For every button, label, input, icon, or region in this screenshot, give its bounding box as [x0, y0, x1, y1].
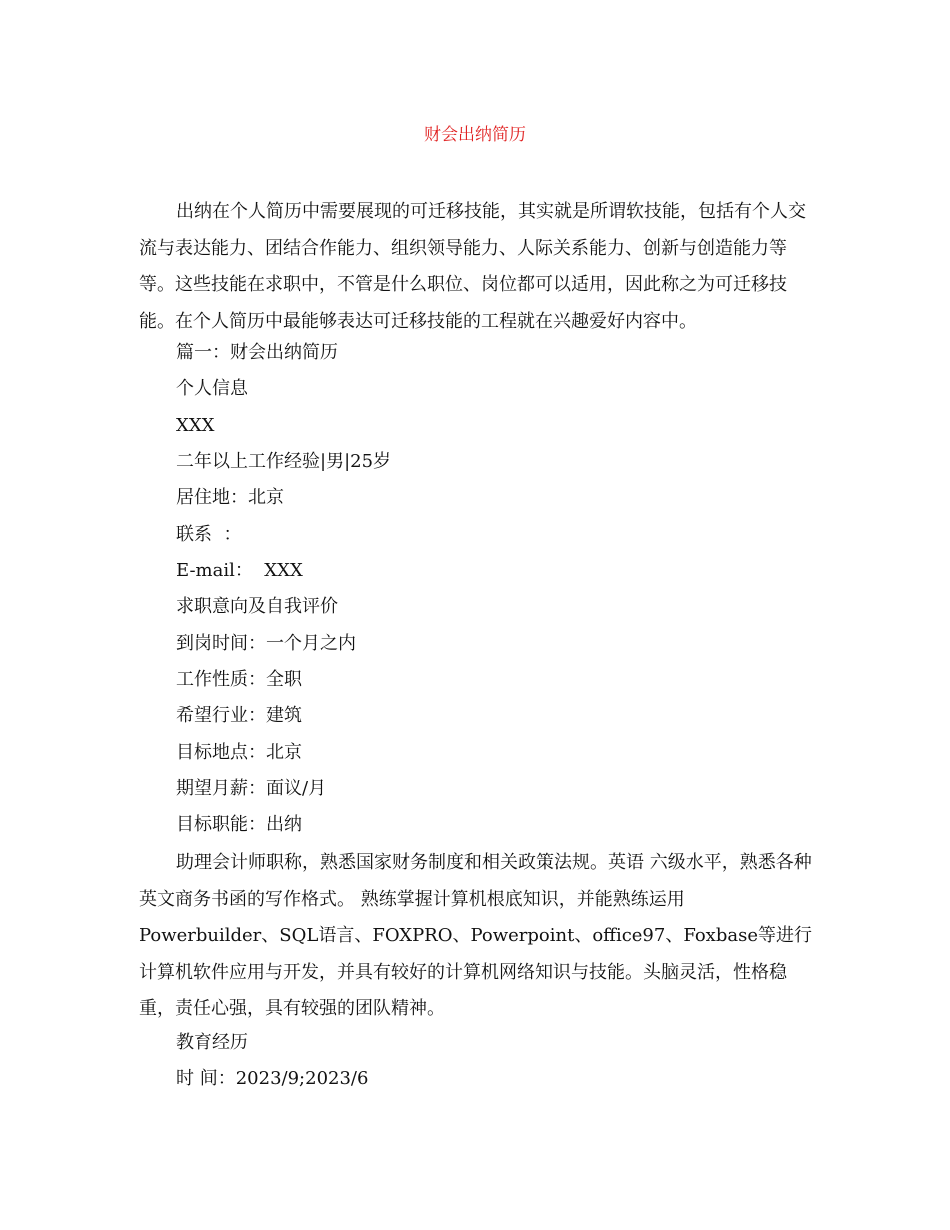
industry-line: 希望行业：建筑: [176, 705, 302, 726]
section-heading: 篇一：财会出纳简历: [176, 342, 338, 363]
education-time-line: 时 间：2023/9;2023/6: [176, 1068, 369, 1089]
work-type-line: 工作性质：全职: [176, 669, 302, 690]
intro-paragraph: 出纳在个人简历中需要展现的可迁移技能，其实就是所谓软技能，包括有个人交流与表达能力、团结合作能力、组织领导能力、人际关系能力、创新与创造能力等等。这些技能在求职中，不管是什么职位、岗位都可以适用，因此称之为可迁移技能。在个人简历中最能够表达可迁移技能的工程就在兴趣爱好内容中。: [139, 201, 806, 332]
expected-salary-line: 期望月薪：面议/月: [176, 778, 327, 799]
target-location-line: 目标地点：北京: [176, 742, 302, 763]
self-evaluation-paragraph: 助理会计师职称，熟悉国家财务制度和相关政策法规。英语 六级水平，熟悉各种英文商务书函的写作格式。 熟练掌握计算机根底知识，并能熟练运用Powerbuilder、SQL语言、FOXPRO、Powerpoint、office97、Foxbase等进行计算机软件应用与开发，并具有较好的计算机网络知识与技能。头脑灵活，性格稳重，责任心强，具有较强的团队精神。: [139, 852, 812, 1019]
arrival-time-line: 到岗时间：一个月之内: [176, 633, 356, 654]
education-heading: 教育经历: [176, 1032, 248, 1053]
contact-line: 联系 ：: [176, 524, 242, 545]
residence-line: 居住地：北京: [176, 487, 284, 508]
email-line: E-mail： XXX: [176, 560, 303, 581]
document-title: 财会出纳简历: [424, 125, 526, 145]
personal-name: XXX: [176, 415, 215, 436]
target-function-line: 目标职能：出纳: [176, 814, 302, 835]
personal-info-heading: 个人信息: [176, 378, 248, 399]
personal-summary: 二年以上工作经验|男|25岁: [176, 451, 392, 472]
job-intent-heading: 求职意向及自我评价: [176, 596, 338, 617]
